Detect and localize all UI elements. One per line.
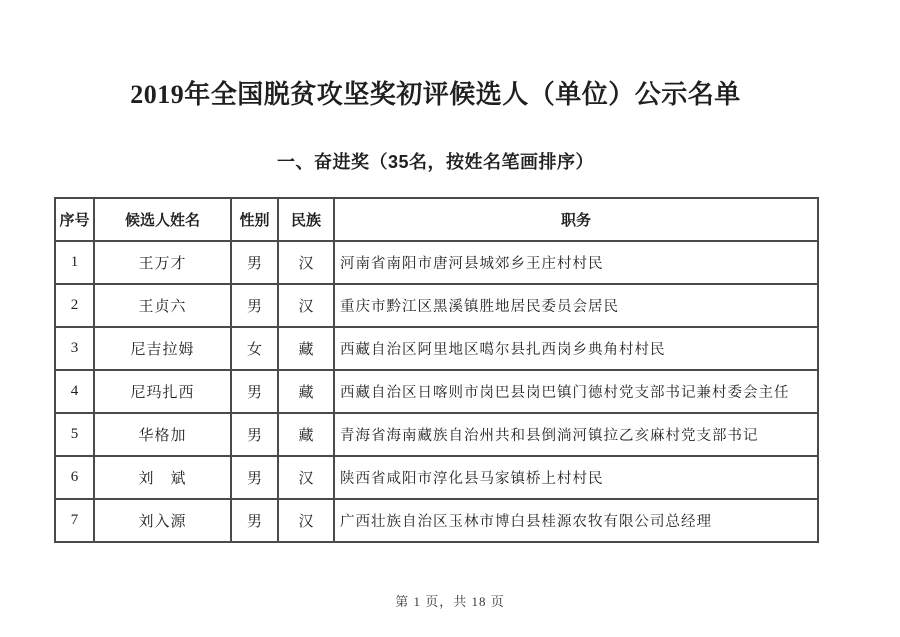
cell-name: 王万才 [94, 241, 231, 284]
header-cell-ethnicity: 民族 [278, 198, 334, 241]
cell-ethnicity: 汉 [278, 241, 334, 284]
candidates-table [54, 197, 819, 543]
cell-position: 西藏自治区日喀则市岗巴县岗巴镇门德村党支部书记兼村委会主任 [334, 370, 818, 413]
table-row [55, 456, 818, 499]
header-cell-gender: 性别 [231, 198, 278, 241]
cell-no: 5 [55, 413, 94, 456]
cell-gender: 女 [231, 327, 278, 370]
cell-no: 4 [55, 370, 94, 413]
cell-name: 尼吉拉姆 [94, 327, 231, 370]
cell-no: 6 [55, 456, 94, 499]
table-row [55, 284, 818, 327]
cell-ethnicity: 藏 [278, 413, 334, 456]
cell-position: 广西壮族自治区玉林市博白县桂源农牧有限公司总经理 [334, 499, 818, 542]
cell-gender: 男 [231, 284, 278, 327]
cell-ethnicity: 汉 [278, 499, 334, 542]
cell-ethnicity: 汉 [278, 284, 334, 327]
cell-no: 1 [55, 241, 94, 284]
page-number-footer: 第 1 页，共 18 页 [395, 594, 505, 609]
cell-position: 陕西省咸阳市淳化县马家镇桥上村村民 [334, 456, 818, 499]
cell-name: 王贞六 [94, 284, 231, 327]
cell-gender: 男 [231, 413, 278, 456]
cell-name: 华格加 [94, 413, 231, 456]
page-title: 2019年全国脱贫攻坚奖初评候选人（单位）公示名单 [130, 80, 741, 109]
cell-ethnicity: 汉 [278, 456, 334, 499]
cell-no: 2 [55, 284, 94, 327]
cell-name: 刘 斌 [94, 456, 231, 499]
cell-position: 重庆市黔江区黑溪镇胜地居民委员会居民 [334, 284, 818, 327]
cell-name: 尼玛扎西 [94, 370, 231, 413]
cell-name: 刘入源 [94, 499, 231, 542]
header-cell-no: 序号 [55, 198, 94, 241]
cell-gender: 男 [231, 241, 278, 284]
cell-ethnicity: 藏 [278, 327, 334, 370]
header-cell-name: 候选人姓名 [94, 198, 231, 241]
table-header-row [55, 198, 818, 241]
cell-gender: 男 [231, 370, 278, 413]
cell-no: 7 [55, 499, 94, 542]
table-row [55, 241, 818, 284]
cell-position: 河南省南阳市唐河县城郊乡王庄村村民 [334, 241, 818, 284]
table-row [55, 327, 818, 370]
cell-position: 青海省海南藏族自治州共和县倒淌河镇拉乙亥麻村党支部书记 [334, 413, 818, 456]
document-page [54, 0, 817, 637]
header-cell-position: 职务 [334, 198, 818, 241]
cell-ethnicity: 藏 [278, 370, 334, 413]
table-row [55, 499, 818, 542]
section-subtitle: 一、奋进奖（35名，按姓名笔画排序） [276, 152, 595, 172]
table-row [55, 413, 818, 456]
cell-no: 3 [55, 327, 94, 370]
cell-gender: 男 [231, 456, 278, 499]
table-row [55, 370, 818, 413]
cell-gender: 男 [231, 499, 278, 542]
cell-position: 西藏自治区阿里地区噶尔县扎西岗乡典角村村民 [334, 327, 818, 370]
